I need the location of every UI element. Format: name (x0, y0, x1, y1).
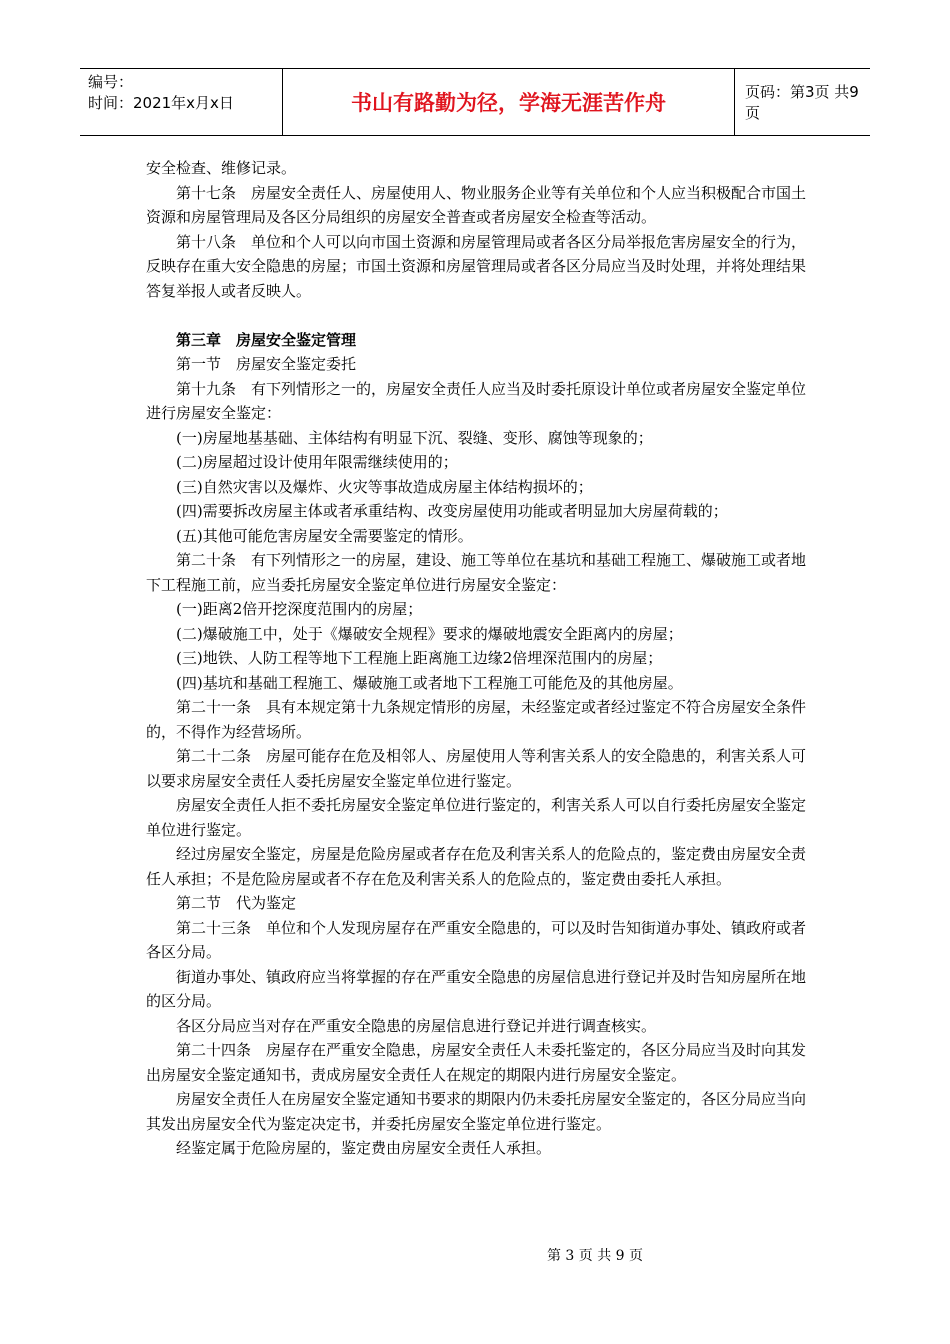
list-item: (三)地铁、人防工程等地下工程施上距离施工边缘2倍埋深范围内的房屋； (176, 649, 663, 667)
article-19: 第十九条 有下列情形之一的，房屋安全责任人应当及时委托原设计单位或者房屋安全鉴定单位进行房屋安全鉴定： (146, 379, 807, 422)
paragraph: 安全检查、维修记录。 (146, 159, 297, 177)
article-22: 第二十二条 房屋可能存在危及相邻人、房屋使用人等利害关系人的安全隐患的，利害关系人可以要求房屋安全责任人委托房屋安全鉴定单位进行鉴定。 (146, 747, 807, 790)
chapter-heading: 第三章 房屋安全鉴定管理 (176, 330, 357, 349)
paragraph: 街道办事处、镇政府应当将掌握的存在严重安全隐患的房屋信息进行登记并及时告知房屋所在地的区分局。 (146, 967, 807, 1010)
article-17: 第十七条 房屋安全责任人、房屋使用人、物业服务企业等有关单位和个人应当积极配合市国土资源和房屋管理局及各区分局组织的房屋安全普查或者房屋安全检查等活动。 (146, 183, 807, 226)
document-body (146, 156, 806, 1161)
paragraph: 经过房屋安全鉴定，房屋是危险房屋或者存在危及利害关系人的危险点的，鉴定费由房屋安全责任人承担；不是危险房屋或者不存在危及利害关系人的危险点的，鉴定费由委托人承担。 (146, 845, 807, 888)
document-number-label: 编号： (88, 73, 134, 91)
article-23: 第二十三条 单位和个人发现房屋存在严重安全隐患的，可以及时告知街道办事处、镇政府或者各区分局。 (146, 918, 807, 961)
header-page-number: 页码：第3页 共9页 (745, 83, 859, 122)
article-20: 第二十条 有下列情形之一的房屋，建设、施工等单位在基坑和基础工程施工、爆破施工或者地下工程施工前，应当委托房屋安全鉴定单位进行房屋安全鉴定： (146, 551, 807, 594)
spacer (146, 303, 806, 328)
header-meta-cell (80, 69, 283, 135)
paragraph: 房屋安全责任人拒不委托房屋安全鉴定单位进行鉴定的，利害关系人可以自行委托房屋安全鉴定单位进行鉴定。 (146, 796, 807, 839)
list-item: (四)需要拆改房屋主体或者承重结构、改变房屋使用功能或者明显加大房屋荷载的； (176, 502, 728, 520)
paragraph: 各区分局应当对存在严重安全隐患的房屋信息进行登记并进行调查核实。 (176, 1016, 657, 1035)
article-21: 第二十一条 具有本规定第十九条规定情形的房屋，未经鉴定或者经过鉴定不符合房屋安全条件的，不得作为经营场所。 (146, 698, 807, 741)
header-page-cell (735, 69, 870, 135)
header-motto-cell (283, 69, 735, 135)
list-item: (一)距离2倍开挖深度范围内的房屋； (176, 600, 423, 618)
article-24: 第二十四条 房屋存在严重安全隐患，房屋安全责任人未委托鉴定的，各区分局应当及时向其发出房屋安全鉴定通知书，责成房屋安全责任人在规定的期限内进行房屋安全鉴定。 (146, 1041, 807, 1084)
list-item: (二)爆破施工中，处于《爆破安全规程》要求的爆破地震安全距离内的房屋； (176, 624, 683, 643)
paragraph: 房屋安全责任人在房屋安全鉴定通知书要求的期限内仍未委托房屋安全鉴定的，各区分局应当向其发出房屋安全代为鉴定决定书，并委托房屋安全鉴定单位进行鉴定。 (146, 1090, 807, 1133)
document-date-label: 时间：2021年x月x日 (88, 94, 234, 112)
article-18: 第十八条 单位和个人可以向市国土资源和房屋管理局或者各区分局举报危害房屋安全的行为，反映存在重大安全隐患的房屋；市国土资源和房屋管理局或者各区分局应当及时处理，并将处理结果答复举报人或者反映人。 (146, 232, 807, 300)
list-item: (一)房屋地基基础、主体结构有明显下沉、裂缝、变形、腐蚀等现象的； (176, 428, 653, 447)
header-motto: 书山有路勤为径，学海无涯苦作舟 (351, 91, 666, 115)
paragraph: 经鉴定属于危险房屋的，鉴定费由房屋安全责任人承担。 (176, 1139, 552, 1157)
page-footer (0, 1245, 950, 1265)
section-heading: 第一节 房屋安全鉴定委托 (176, 355, 357, 373)
list-item: (二)房屋超过设计使用年限需继续使用的； (176, 453, 458, 471)
list-item: (四)基坑和基础工程施工、爆破施工或者地下工程施工可能危及的其他房屋。 (176, 673, 683, 692)
list-item: (三)自然灾害以及爆炸、火灾等事故造成房屋主体结构损坏的； (176, 477, 593, 496)
page-header (80, 68, 870, 136)
list-item: (五)其他可能危害房屋安全需要鉴定的情形。 (176, 526, 473, 545)
footer-page-number: 第 3 页 共 9 页 (546, 1248, 644, 1264)
section-heading: 第二节 代为鉴定 (176, 894, 297, 912)
